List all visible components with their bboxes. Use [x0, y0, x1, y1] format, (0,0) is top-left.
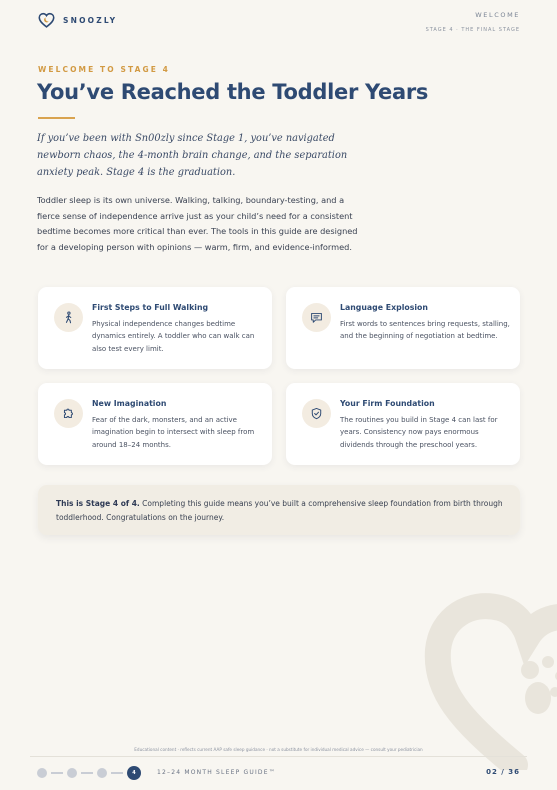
guide-name: 12–24 MONTH SLEEP GUIDE™ [157, 769, 276, 776]
walking-person-icon [62, 311, 75, 324]
card-icon-wrap [54, 303, 83, 332]
card-icon-wrap [302, 303, 331, 332]
milestone-card-foundation [286, 383, 520, 465]
brand-logo[interactable] [38, 12, 117, 29]
heart-watermark-icon [420, 580, 557, 770]
shield-check-icon [310, 407, 323, 420]
progress-connector [81, 772, 93, 774]
lead-paragraph: If you’ve been with Sn00zly since Stage 1, you’ve navigated newborn chaos, the 4-month brain change, and the separation anxiety peak. Stage 4 is the graduation. [37, 133, 348, 178]
card-title: Language Explosion [340, 303, 428, 312]
stage-dot-2[interactable] [67, 768, 77, 778]
stage-callout [38, 485, 520, 535]
intro-paragraph: Toddler sleep is its own universe. Walking, talking, boundary-testing, and a fierce sense of independence arrive just as your child’s need for a consistent bedtime becomes more critical than ever. The tools in this guide are designed for a developing person with opinions — warm, firm, and evidence-informed. [37, 195, 358, 252]
footer-divider [30, 756, 527, 757]
card-title: New Imagination [92, 399, 167, 408]
card-icon-wrap [54, 399, 83, 428]
section-marker [426, 11, 520, 33]
brand-name: SNOOZLY [63, 16, 118, 25]
milestone-card-language [286, 287, 520, 369]
progress-connector [111, 772, 123, 774]
milestone-card-walking [38, 287, 272, 369]
callout-text [56, 497, 508, 524]
card-body: Physical independence changes bedtime dynamics entirely. A toddler who can walk can also test every limit. [92, 320, 255, 353]
subsection-label: STAGE 4 · THE FINAL STAGE [425, 27, 520, 33]
card-body: First words to sentences bring requests, stalling, and the beginning of negotiation at bedtime. [340, 320, 510, 341]
stage-progress [37, 768, 141, 778]
speech-bubble-icon [310, 311, 323, 324]
milestone-card-imagination [38, 383, 272, 465]
callout-body: Completing this guide means you’ve built a comprehensive sleep foundation from birth through toddlerhood. Congratulations on the journey. [56, 499, 503, 522]
disclaimer-text: Educational content · reflects current AAP safe sleep guidance · not a substitute for individual medical advice — consult your pediatrician [134, 747, 423, 752]
eyebrow-label: WELCOME TO STAGE 4 [38, 65, 171, 74]
card-icon-wrap [302, 399, 331, 428]
page-header [0, 0, 557, 44]
callout-bold: This is Stage 4 of 4. [56, 499, 140, 508]
stage-dot-4-active[interactable]: 4 [127, 766, 141, 780]
card-body: Fear of the dark, monsters, and an active imagination begin to intersect with sleep from around 18–24 months. [92, 416, 255, 449]
heart-moon-logo-icon [38, 12, 55, 29]
page-title: You’ve Reached the Toddler Years [37, 80, 429, 104]
section-label: WELCOME [475, 11, 520, 19]
page-number: 02 / 36 [486, 768, 520, 776]
title-underline [38, 117, 75, 119]
puzzle-icon [62, 407, 75, 420]
stage-dot-1[interactable] [37, 768, 47, 778]
card-title: First Steps to Full Walking [92, 303, 209, 312]
card-body: The routines you build in Stage 4 can last for years. Consistency now pays enormous dividends through the preschool years. [340, 416, 498, 449]
progress-connector [51, 772, 63, 774]
stage-dot-3[interactable] [97, 768, 107, 778]
card-title: Your Firm Foundation [340, 399, 435, 408]
